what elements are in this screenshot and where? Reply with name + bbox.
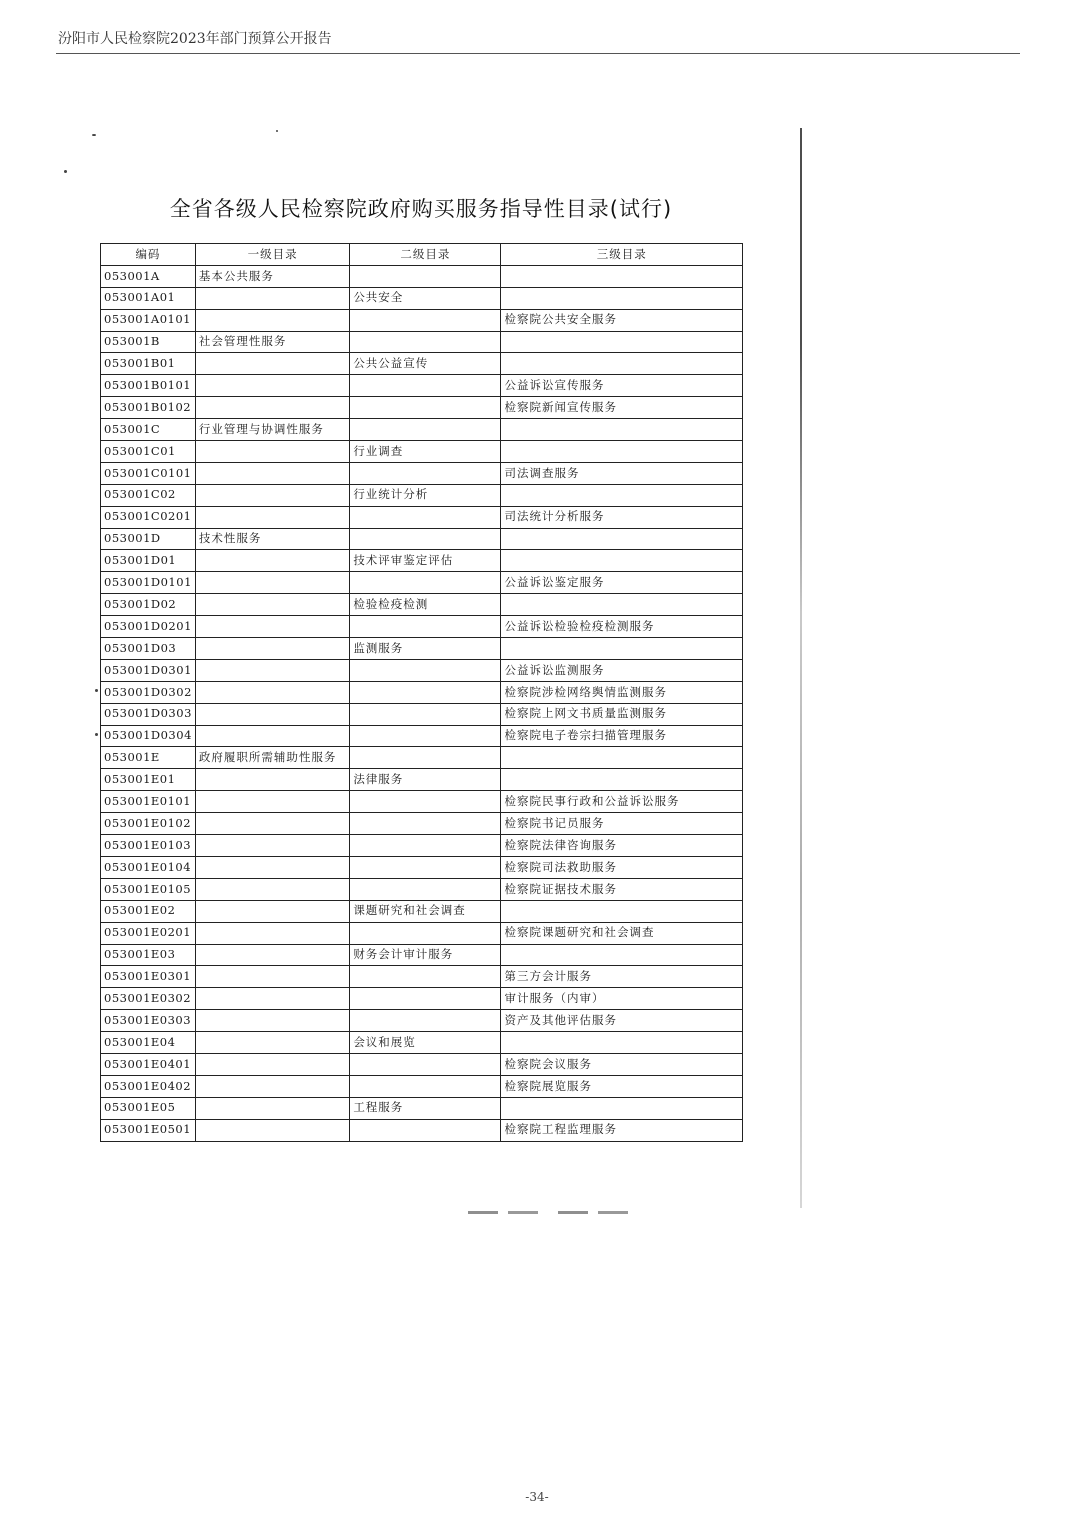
cell-code: 053001E01 (101, 769, 196, 791)
cell-level3: 检察院公共安全服务 (501, 309, 743, 331)
catalog-table (100, 243, 743, 1142)
cell-level3 (501, 484, 743, 506)
cell-level3: 第三方会计服务 (501, 966, 743, 988)
table-row (101, 528, 743, 550)
table-body (101, 265, 743, 1141)
table-row (101, 681, 743, 703)
cell-level2: 法律服务 (350, 769, 501, 791)
cell-level1 (195, 1119, 349, 1141)
cell-code: 053001D (101, 528, 196, 550)
cell-code: 053001D0304 (101, 725, 196, 747)
cell-code: 053001E0102 (101, 813, 196, 835)
cell-level1 (195, 462, 349, 484)
cell-code: 053001D0201 (101, 616, 196, 638)
cell-code: 053001E0303 (101, 1010, 196, 1032)
cell-level1 (195, 922, 349, 944)
cell-level1 (195, 966, 349, 988)
cell-level3: 检察院上网文书质量监测服务 (501, 703, 743, 725)
cell-level2: 行业统计分析 (350, 484, 501, 506)
table-row (101, 922, 743, 944)
cell-level2 (350, 1119, 501, 1141)
cell-code: 053001B0101 (101, 375, 196, 397)
cell-level3: 检察院法律咨询服务 (501, 835, 743, 857)
cell-level2: 工程服务 (350, 1097, 501, 1119)
table-row (101, 703, 743, 725)
cell-level3 (501, 747, 743, 769)
cell-code: 053001C (101, 419, 196, 441)
table-row (101, 397, 743, 419)
table-row (101, 1119, 743, 1141)
cell-level2 (350, 462, 501, 484)
cell-code: 053001D01 (101, 550, 196, 572)
table-row (101, 725, 743, 747)
cell-level1 (195, 353, 349, 375)
table-row (101, 835, 743, 857)
cell-level1 (195, 550, 349, 572)
cell-level1 (195, 944, 349, 966)
table-row (101, 353, 743, 375)
cell-level1 (195, 1097, 349, 1119)
cell-level2 (350, 375, 501, 397)
column-header-level3: 三级目录 (501, 244, 743, 266)
table-row (101, 1010, 743, 1032)
cell-level3: 检察院证据技术服务 (501, 878, 743, 900)
table-row (101, 1032, 743, 1054)
cell-level1 (195, 1075, 349, 1097)
table-row (101, 616, 743, 638)
cell-level2 (350, 616, 501, 638)
cell-code: 053001E0103 (101, 835, 196, 857)
table-row (101, 988, 743, 1010)
cell-level1 (195, 287, 349, 309)
table-row (101, 265, 743, 287)
table-row (101, 309, 743, 331)
cell-code: 053001C0101 (101, 462, 196, 484)
cell-level3: 检察院司法救助服务 (501, 856, 743, 878)
cell-level3: 资产及其他评估服务 (501, 1010, 743, 1032)
cell-level2: 公共公益宣传 (350, 353, 501, 375)
cell-code: 053001A (101, 265, 196, 287)
cell-code: 053001E0402 (101, 1075, 196, 1097)
cell-level3 (501, 331, 743, 353)
cell-level2 (350, 966, 501, 988)
cell-level1 (195, 878, 349, 900)
cell-code: 053001A01 (101, 287, 196, 309)
cell-code: 053001C01 (101, 441, 196, 463)
cell-level3 (501, 1032, 743, 1054)
table-row (101, 441, 743, 463)
cell-level3: 检察院会议服务 (501, 1053, 743, 1075)
cell-level2 (350, 331, 501, 353)
cell-level3: 检察院电子卷宗扫描管理服务 (501, 725, 743, 747)
cell-level3 (501, 769, 743, 791)
table-row (101, 594, 743, 616)
cell-code: 053001E05 (101, 1097, 196, 1119)
table-row (101, 506, 743, 528)
cell-level3: 司法统计分析服务 (501, 506, 743, 528)
cell-level1: 社会管理性服务 (195, 331, 349, 353)
table-row (101, 550, 743, 572)
cell-level1 (195, 638, 349, 660)
table-row (101, 1053, 743, 1075)
cell-level3: 检察院工程监理服务 (501, 1119, 743, 1141)
cell-level1 (195, 900, 349, 922)
cell-level3 (501, 353, 743, 375)
cell-code: 053001D0301 (101, 659, 196, 681)
cell-code: 053001E0201 (101, 922, 196, 944)
cell-code: 053001E0501 (101, 1119, 196, 1141)
cell-level3: 检察院展览服务 (501, 1075, 743, 1097)
cell-level3: 公益诉讼宣传服务 (501, 375, 743, 397)
cell-level3 (501, 287, 743, 309)
cell-level2 (350, 856, 501, 878)
cell-level3: 检察院课题研究和社会调查 (501, 922, 743, 944)
cell-level2 (350, 1053, 501, 1075)
cell-level2: 监测服务 (350, 638, 501, 660)
table-row (101, 856, 743, 878)
cell-level3 (501, 638, 743, 660)
cell-level3 (501, 594, 743, 616)
cell-level2 (350, 1075, 501, 1097)
cell-level3: 审计服务（内审） (501, 988, 743, 1010)
table-row (101, 900, 743, 922)
scan-speck (64, 170, 67, 173)
table-row (101, 1075, 743, 1097)
cell-code: 053001B01 (101, 353, 196, 375)
cell-level3: 公益诉讼鉴定服务 (501, 572, 743, 594)
cell-level2 (350, 419, 501, 441)
table-row (101, 462, 743, 484)
scan-speck (95, 689, 98, 692)
cell-code: 053001D0101 (101, 572, 196, 594)
table-row (101, 375, 743, 397)
cell-level1 (195, 988, 349, 1010)
cell-level2: 课题研究和社会调查 (350, 900, 501, 922)
table-row (101, 638, 743, 660)
cell-code: 053001E0101 (101, 791, 196, 813)
cell-level2 (350, 309, 501, 331)
cell-level3 (501, 528, 743, 550)
cell-level1: 政府履职所需辅助性服务 (195, 747, 349, 769)
table-row (101, 484, 743, 506)
cell-level1 (195, 441, 349, 463)
table-row (101, 944, 743, 966)
cell-code: 053001D03 (101, 638, 196, 660)
table-row (101, 878, 743, 900)
cell-level2 (350, 265, 501, 287)
cell-level1 (195, 375, 349, 397)
page-number: -34- (525, 1490, 549, 1504)
cell-level1 (195, 769, 349, 791)
cell-level2 (350, 659, 501, 681)
cell-level1 (195, 856, 349, 878)
cell-level2: 财务会计审计服务 (350, 944, 501, 966)
cell-level2 (350, 703, 501, 725)
cell-level3: 检察院新闻宣传服务 (501, 397, 743, 419)
cell-level2 (350, 988, 501, 1010)
cell-level2 (350, 747, 501, 769)
cell-level1 (195, 616, 349, 638)
table-row (101, 791, 743, 813)
cell-level3: 检察院书记员服务 (501, 813, 743, 835)
cell-level2: 检验检疫检测 (350, 594, 501, 616)
cell-level2: 公共安全 (350, 287, 501, 309)
table-row (101, 747, 743, 769)
cell-level1 (195, 506, 349, 528)
scan-speck (276, 130, 278, 132)
cell-code: 053001D02 (101, 594, 196, 616)
cell-level1 (195, 725, 349, 747)
cell-level3 (501, 441, 743, 463)
cell-level2 (350, 506, 501, 528)
cell-level1 (195, 703, 349, 725)
cell-code: 053001D0303 (101, 703, 196, 725)
cell-level1 (195, 1010, 349, 1032)
cell-level1 (195, 309, 349, 331)
table-row (101, 1097, 743, 1119)
table-row (101, 813, 743, 835)
cell-level2 (350, 878, 501, 900)
cell-level1 (195, 791, 349, 813)
header-divider (56, 53, 1020, 54)
cell-code: 053001E0401 (101, 1053, 196, 1075)
cell-level1 (195, 594, 349, 616)
cell-code: 053001E0301 (101, 966, 196, 988)
cell-level1 (195, 1032, 349, 1054)
cell-code: 053001E0105 (101, 878, 196, 900)
cell-level2 (350, 397, 501, 419)
cell-level2 (350, 922, 501, 944)
cell-level2 (350, 528, 501, 550)
scan-edge-line (800, 128, 802, 1208)
cell-code: 053001E03 (101, 944, 196, 966)
cell-code: 053001E (101, 747, 196, 769)
cell-level2 (350, 835, 501, 857)
cell-level2: 会议和展览 (350, 1032, 501, 1054)
cell-code: 053001C02 (101, 484, 196, 506)
table-header-row (101, 244, 743, 266)
cell-level2 (350, 1010, 501, 1032)
cell-level1: 行业管理与协调性服务 (195, 419, 349, 441)
cell-code: 053001E0302 (101, 988, 196, 1010)
cell-code: 053001C0201 (101, 506, 196, 528)
table-row (101, 572, 743, 594)
page-header: 汾阳市人民检察院2023年部门预算公开报告 (58, 31, 332, 47)
cell-level2 (350, 813, 501, 835)
cell-level1 (195, 572, 349, 594)
scan-speck (95, 733, 98, 736)
cell-level2 (350, 681, 501, 703)
table-row (101, 966, 743, 988)
cell-code: 053001B (101, 331, 196, 353)
cell-code: 053001B0102 (101, 397, 196, 419)
cell-level3: 公益诉讼检验检疫检测服务 (501, 616, 743, 638)
cell-level1 (195, 484, 349, 506)
cell-code: 053001A0101 (101, 309, 196, 331)
table-row (101, 769, 743, 791)
cell-level2: 行业调查 (350, 441, 501, 463)
cell-code: 053001E0104 (101, 856, 196, 878)
scan-speck (92, 134, 96, 136)
table-row (101, 287, 743, 309)
cell-level3: 司法调查服务 (501, 462, 743, 484)
cell-level3 (501, 419, 743, 441)
cell-level2 (350, 725, 501, 747)
cell-level2 (350, 791, 501, 813)
document-title: 全省各级人民检察院政府购买服务指导性目录(试行) (169, 197, 673, 221)
cell-level1 (195, 681, 349, 703)
cell-code: 053001E02 (101, 900, 196, 922)
cell-level1 (195, 813, 349, 835)
table-row (101, 659, 743, 681)
scan-smudge (468, 1211, 648, 1214)
cell-level3: 检察院民事行政和公益诉讼服务 (501, 791, 743, 813)
cell-level2 (350, 572, 501, 594)
cell-level1 (195, 659, 349, 681)
table-row (101, 331, 743, 353)
cell-level1: 技术性服务 (195, 528, 349, 550)
column-header-level1: 一级目录 (195, 244, 349, 266)
cell-level1 (195, 835, 349, 857)
column-header-level2: 二级目录 (350, 244, 501, 266)
cell-level3 (501, 900, 743, 922)
cell-level3 (501, 1097, 743, 1119)
table-row (101, 419, 743, 441)
cell-level2: 技术评审鉴定评估 (350, 550, 501, 572)
cell-level3 (501, 944, 743, 966)
column-header-code: 编码 (101, 244, 196, 266)
cell-code: 053001E04 (101, 1032, 196, 1054)
cell-level3 (501, 265, 743, 287)
cell-level3: 公益诉讼监测服务 (501, 659, 743, 681)
cell-code: 053001D0302 (101, 681, 196, 703)
cell-level3: 检察院涉检网络舆情监测服务 (501, 681, 743, 703)
cell-level3 (501, 550, 743, 572)
cell-level1 (195, 397, 349, 419)
cell-level1 (195, 1053, 349, 1075)
cell-level1: 基本公共服务 (195, 265, 349, 287)
